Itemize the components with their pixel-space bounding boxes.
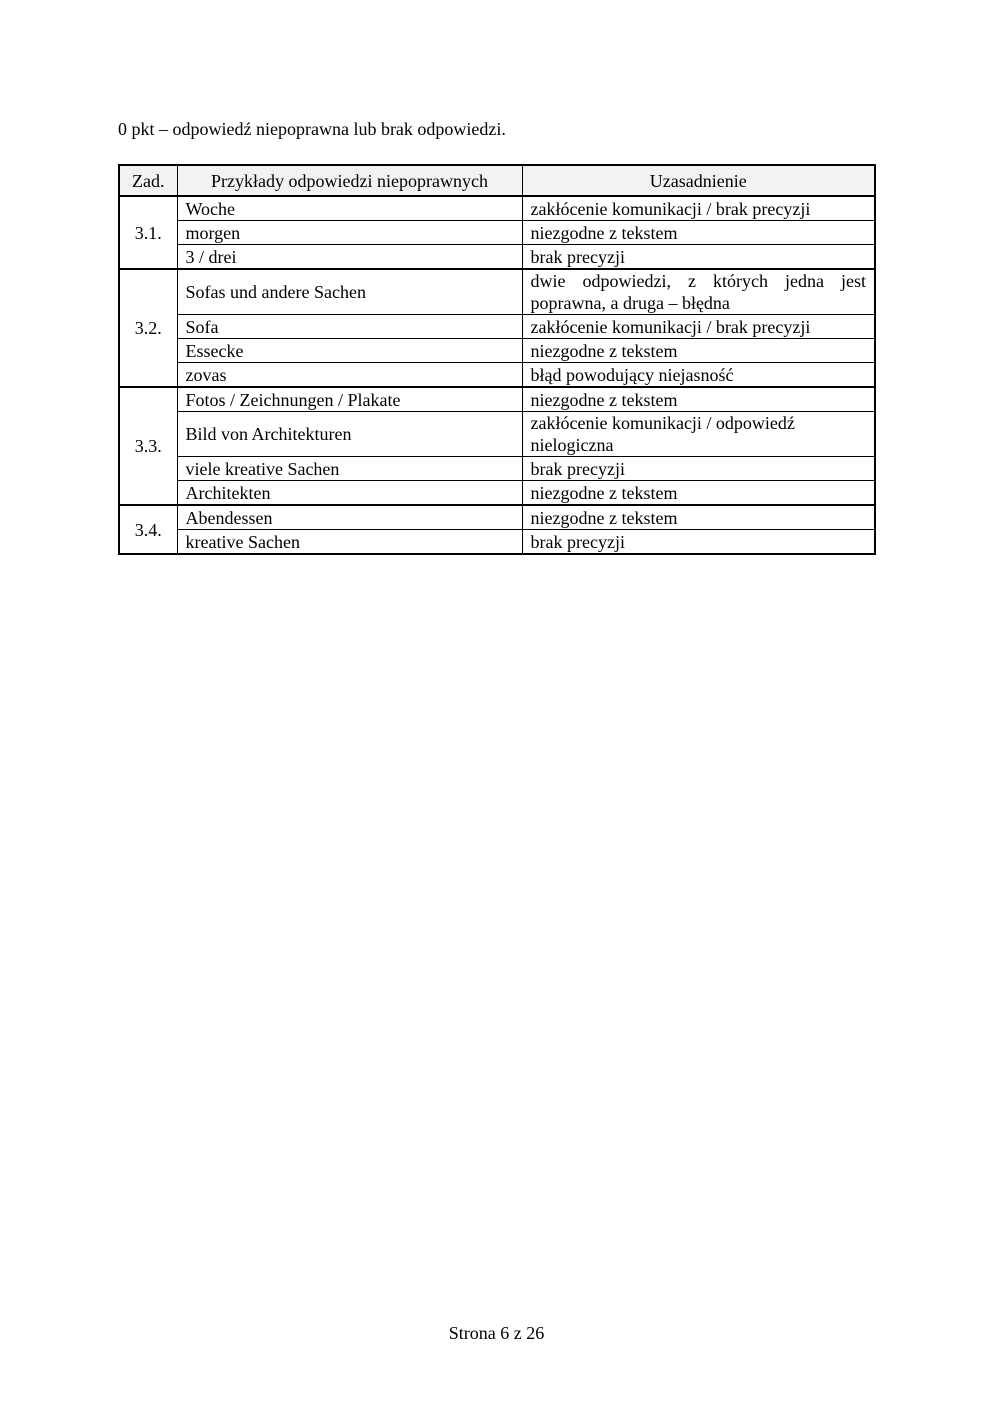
table-header-row bbox=[119, 165, 875, 196]
justification: błąd powodujący niejasność bbox=[522, 363, 875, 388]
table-row bbox=[119, 221, 875, 245]
example-answer: Fotos / Zeichnungen / Plakate bbox=[177, 387, 522, 412]
justification: niezgodne z tekstem bbox=[522, 339, 875, 363]
task-number: 3.2. bbox=[119, 269, 177, 387]
example-answer: Woche bbox=[177, 196, 522, 221]
table-row bbox=[119, 196, 875, 221]
header-justification: Uzasadnienie bbox=[522, 165, 875, 196]
incorrect-answers-table bbox=[118, 164, 876, 555]
table-row bbox=[119, 315, 875, 339]
table-row bbox=[119, 245, 875, 270]
page-number: Strona 6 z 26 bbox=[448, 1323, 545, 1343]
example-answer: viele kreative Sachen bbox=[177, 457, 522, 481]
example-answer: Essecke bbox=[177, 339, 522, 363]
table-row bbox=[119, 339, 875, 363]
justification: dwie odpowiedzi, z których jedna jest poprawna, a druga – błędna bbox=[522, 269, 875, 315]
header-examples: Przykłady odpowiedzi niepoprawnych bbox=[177, 165, 522, 196]
example-answer: Architekten bbox=[177, 481, 522, 506]
justification: niezgodne z tekstem bbox=[522, 481, 875, 506]
task-number: 3.4. bbox=[119, 505, 177, 554]
table-row bbox=[119, 363, 875, 388]
header-zad: Zad. bbox=[119, 165, 177, 196]
justification: brak precyzji bbox=[522, 530, 875, 555]
table-row bbox=[119, 530, 875, 555]
example-answer: morgen bbox=[177, 221, 522, 245]
example-answer: 3 / drei bbox=[177, 245, 522, 270]
task-number: 3.1. bbox=[119, 196, 177, 269]
example-answer: Sofa bbox=[177, 315, 522, 339]
justification: zakłócenie komunikacji / odpowiedź nielogiczna bbox=[522, 412, 875, 457]
justification: brak precyzji bbox=[522, 457, 875, 481]
scoring-note: 0 pkt – odpowiedź niepoprawna lub brak odpowiedzi. bbox=[118, 119, 506, 139]
table-row bbox=[119, 269, 875, 315]
task-number: 3.3. bbox=[119, 387, 177, 505]
table-row bbox=[119, 387, 875, 412]
table-row bbox=[119, 481, 875, 506]
example-answer: Abendessen bbox=[177, 505, 522, 530]
example-answer: Sofas und andere Sachen bbox=[177, 269, 522, 315]
example-answer: kreative Sachen bbox=[177, 530, 522, 555]
example-answer: Bild von Architekturen bbox=[177, 412, 522, 457]
justification: niezgodne z tekstem bbox=[522, 221, 875, 245]
justification: zakłócenie komunikacji / brak precyzji bbox=[522, 315, 875, 339]
table-row bbox=[119, 457, 875, 481]
example-answer: zovas bbox=[177, 363, 522, 388]
table-row bbox=[119, 412, 875, 457]
justification: brak precyzji bbox=[522, 245, 875, 270]
justification: niezgodne z tekstem bbox=[522, 505, 875, 530]
justification: niezgodne z tekstem bbox=[522, 387, 875, 412]
justification: zakłócenie komunikacji / brak precyzji bbox=[522, 196, 875, 221]
table-row bbox=[119, 505, 875, 530]
